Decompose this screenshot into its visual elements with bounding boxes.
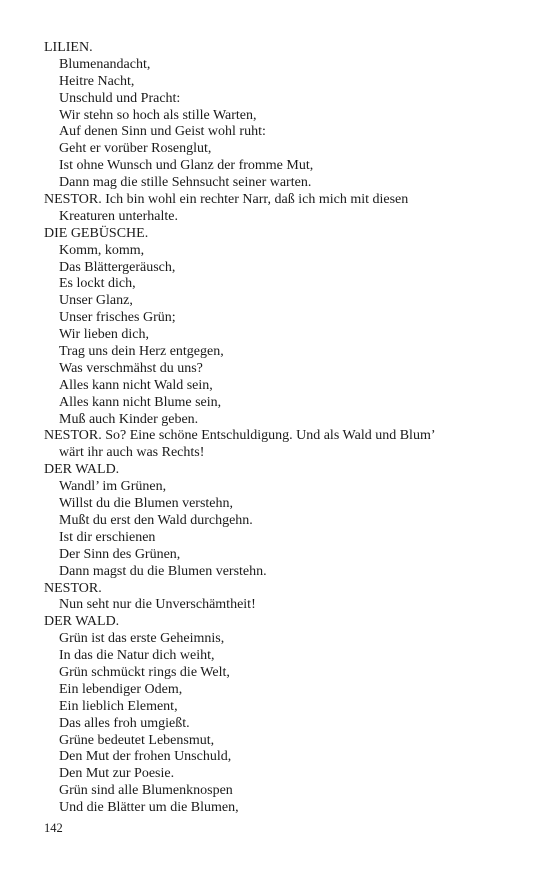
verse-line: Alles kann nicht Wald sein, xyxy=(59,377,213,393)
speaker-line: NESTOR. xyxy=(44,580,102,596)
verse-line: Ein lebendiger Odem, xyxy=(59,681,183,697)
speaker-line: LILIEN. xyxy=(44,40,93,55)
verse-line: Komm, komm, xyxy=(59,242,145,258)
verse-line: Unser frisches Grün; xyxy=(59,310,176,326)
verse-line: Blumenandacht, xyxy=(59,56,151,72)
verse-line: Das Blättergeräusch, xyxy=(59,259,176,275)
verse-line: In das die Natur dich weiht, xyxy=(59,648,215,664)
verse-line: Unschuld und Pracht: xyxy=(59,90,181,106)
verse-line: Auf denen Sinn und Geist wohl ruht: xyxy=(59,124,266,140)
page-number: 142 xyxy=(44,821,63,835)
verse-line: Wir stehn so hoch als stille Warten, xyxy=(59,107,257,123)
verse-line: Grün sind alle Blumenknospen xyxy=(59,783,233,799)
speaker-line: DER WALD. xyxy=(44,462,120,478)
verse-line: Dann mag die stille Sehnsucht seiner warten. xyxy=(59,175,312,191)
verse-line: Grün ist das erste Geheimnis, xyxy=(59,631,225,647)
speaker-line: NESTOR. Ich bin wohl ein rechter Narr, daß ich mich mit diesen xyxy=(44,192,409,208)
verse-line: Trag uns dein Herz entgegen, xyxy=(59,344,224,360)
verse-line: Wandl’ im Grünen, xyxy=(59,479,167,495)
verse-line: Unser Glanz, xyxy=(59,293,133,309)
verse-line: Es lockt dich, xyxy=(59,276,136,292)
verse-line: Ist dir erschienen xyxy=(59,529,156,545)
verse-line: Heitre Nacht, xyxy=(59,73,135,89)
verse-line: Was verschmähst du uns? xyxy=(59,360,203,376)
verse-line: wärt ihr auch was Rechts! xyxy=(59,445,205,461)
verse-line: Kreaturen unterhalte. xyxy=(59,208,178,224)
verse-line: Das alles froh umgießt. xyxy=(59,715,190,731)
verse-line: Nun seht nur die Unverschämtheit! xyxy=(59,597,256,613)
verse-line: Den Mut zur Poesie. xyxy=(59,766,175,782)
verse-line: Alles kann nicht Blume sein, xyxy=(59,394,222,410)
verse-line: Ein lieblich Element, xyxy=(59,698,178,714)
verse-line: Wir lieben dich, xyxy=(59,327,150,343)
verse-line: Grüne bedeutet Lebensmut, xyxy=(59,732,215,748)
verse-line: Geht er vorüber Rosenglut, xyxy=(59,141,212,157)
verse-line: Dann magst du die Blumen verstehn. xyxy=(59,563,267,579)
verse-line: Grün schmückt rings die Welt, xyxy=(59,664,230,680)
speaker-line: DER WALD. xyxy=(44,614,120,630)
verse-line: Muß auch Kinder geben. xyxy=(59,411,199,427)
speaker-line: DIE GEBÜSCHE. xyxy=(44,225,149,241)
verse-line: Den Mut der frohen Unschuld, xyxy=(59,749,232,765)
verse-line: Und die Blätter um die Blumen, xyxy=(59,800,239,816)
verse-line: Willst du die Blumen verstehn, xyxy=(59,496,234,512)
speaker-line: NESTOR. So? Eine schöne Entschuldigung. Und als Wald und Blum’ xyxy=(44,428,436,444)
verse-line: Mußt du erst den Wald durchgehn. xyxy=(59,512,253,528)
verse-line: Der Sinn des Grünen, xyxy=(59,546,181,562)
verse-line: Ist ohne Wunsch und Glanz der fromme Mut, xyxy=(59,158,314,174)
play-text xyxy=(44,40,524,817)
